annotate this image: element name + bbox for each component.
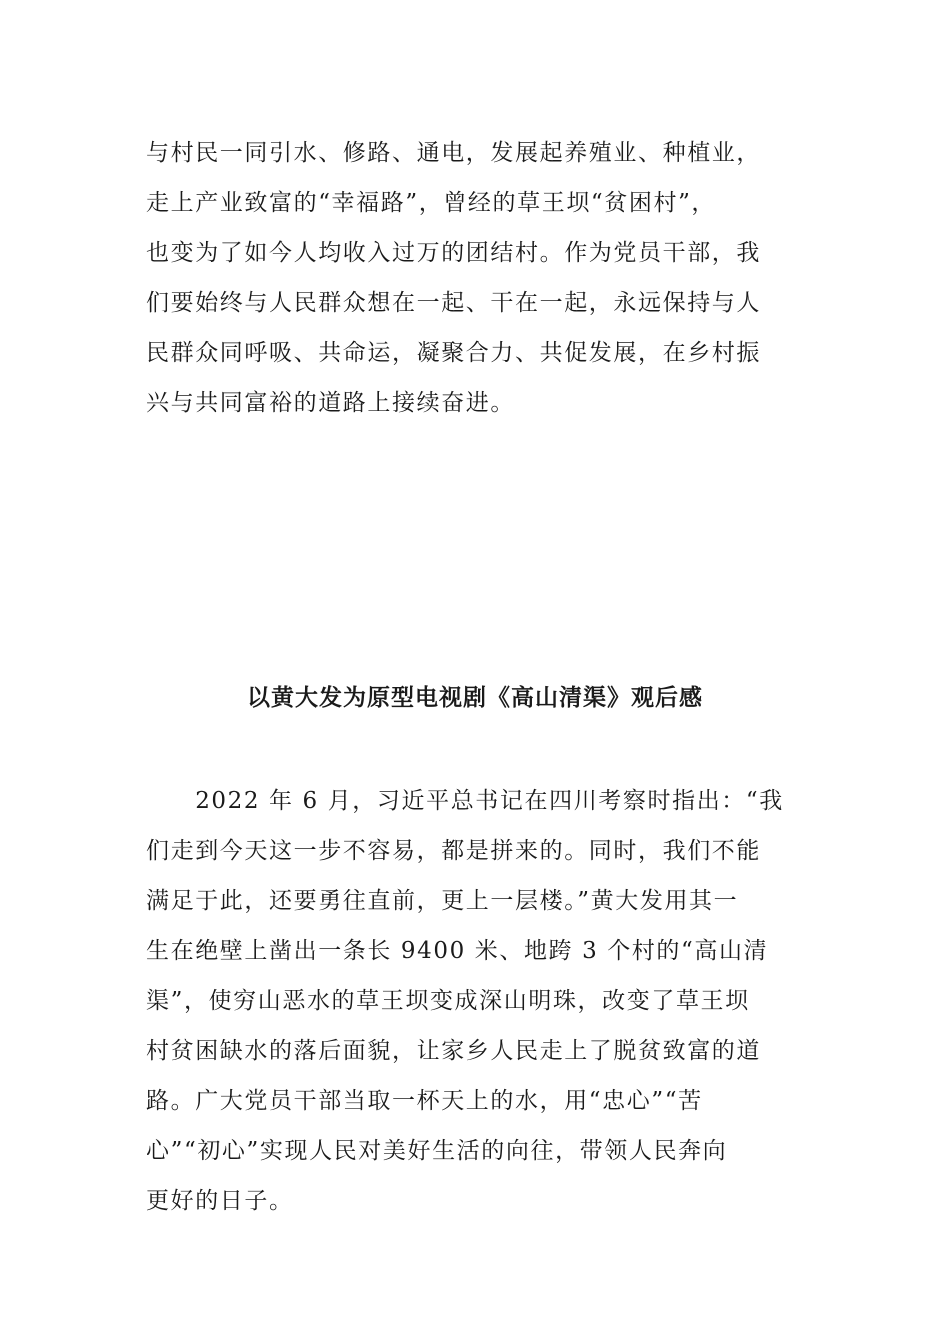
paragraph-line: 们要始终与人民群众想在一起、干在一起，永远保持与人 <box>146 290 761 316</box>
paragraph-line: 们走到今天这一步不容易，都是拼来的。同时，我们不能 <box>146 838 761 864</box>
paragraph-line: 渠”，使穷山恶水的草王坝变成深山明珠，改变了草王坝 <box>146 988 750 1014</box>
paragraph-line: 兴与共同富裕的道路上接续奋进。 <box>146 390 515 416</box>
paragraph-line: 民群众同呼吸、共命运，凝聚合力、共促发展，在乡村振 <box>146 340 761 366</box>
paragraph-line: 2022 年 6 月，习近平总书记在四川考察时指出：“我 <box>146 788 784 814</box>
paragraph-line: 满足于此，还要勇往直前，更上一层楼。”黄大发用其一 <box>146 888 739 914</box>
paragraph-line: 路。广大党员干部当取一杯天上的水，用“忠心”“苦 <box>146 1088 703 1114</box>
body-paragraph <box>146 776 786 1226</box>
paragraph-line: 生在绝壁上凿出一条长 9400 米、地跨 3 个村的“高山清 <box>146 938 769 964</box>
paragraph-line: 心”“初心”实现人民对美好生活的向往，带领人民奔向 <box>146 1138 728 1164</box>
paragraph-line: 也变为了如今人均收入过万的团结村。作为党员干部，我 <box>146 240 761 266</box>
paragraph-line: 走上产业致富的“幸福路”，曾经的草王坝“贫困村”， <box>146 190 717 216</box>
paragraph-line: 与村民一同引水、修路、通电，发展起养殖业、种植业， <box>146 140 761 166</box>
section-title: 以黄大发为原型电视剧《高山清渠》观后感 <box>247 685 703 711</box>
paragraph-line: 村贫困缺水的落后面貌，让家乡人民走上了脱贫致富的道 <box>146 1038 761 1064</box>
paragraph-line: 更好的日子。 <box>146 1188 294 1214</box>
continued-paragraph <box>146 128 786 428</box>
